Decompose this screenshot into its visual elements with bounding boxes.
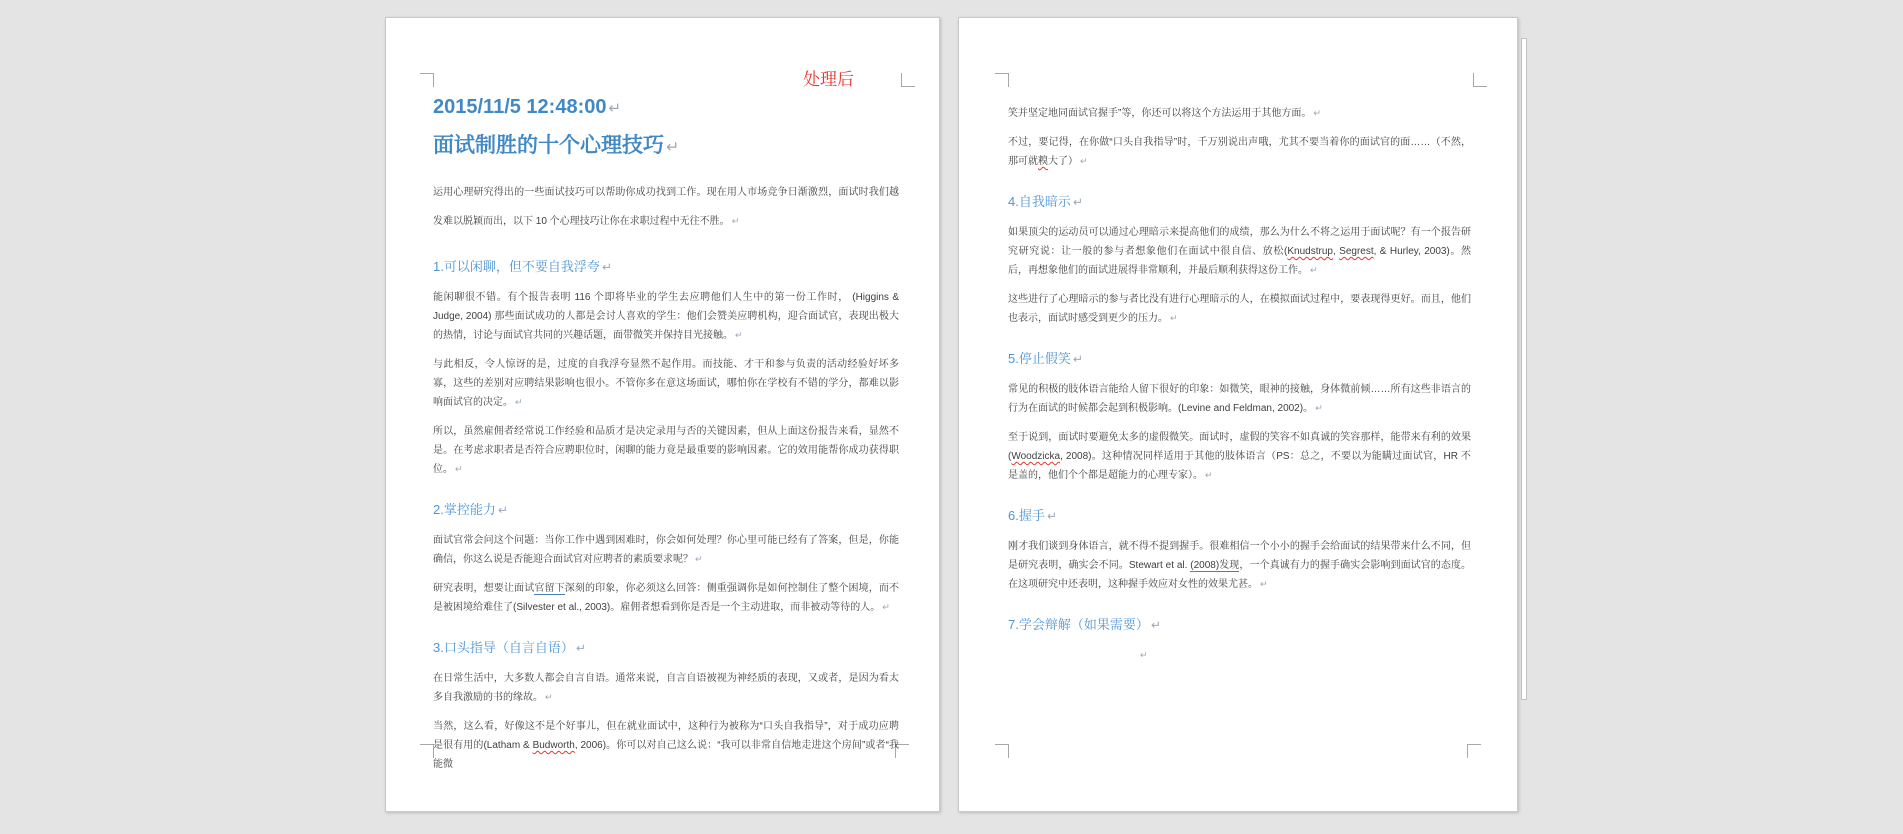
paragraph-mark: ↵ — [1315, 403, 1323, 413]
text-run: 5.停止假笑 — [1008, 351, 1071, 366]
text-run: ，一个真诚有力的握手确实会影响到面试官的态度。在这项研究中还表明，这种握手效应对女性的效果尤甚。 — [1008, 560, 1472, 590]
text-run: 研究表明，想要让面试 — [433, 583, 535, 594]
text-run: 能闲聊很不错。有个报告表明 116 个即将毕业的学生去应聘他们人生中的第一份工作时， (Higgins & Judge, 2004) 那些面试成功的人都是会讨人喜欢的学生：他们会赞美应聘机构，迎合面试官，表现出极大的热情，讨论与面试官共同的兴趣话题，面带微笑并保持目光接触。 — [433, 292, 899, 341]
section-heading — [433, 639, 899, 657]
text-run: 所以，虽然雇佣者经常说工作经验和品质才是决定录用与否的关键因素，但从上面这份报告来看，显然不是。在考虑求职者是否符合应聘职位时，闲聊的能力竟是最重要的影响因素。它的效用能帮你成功获得职位。 — [433, 426, 899, 475]
text-run: 当然，这么看，好像这不是个好事儿，但在就业面试中，这种行为被称为“口头自我指导”，对于成功应聘是很有用的(Latham & — [433, 721, 899, 751]
section-heading — [433, 501, 899, 519]
section-heading — [1008, 193, 1471, 211]
text-run: 至于说到，面试时要避免太多的虚假微笑。面试时，虚假的笑容不如真诚的笑容那样，能带来有利的效果( — [1008, 432, 1471, 462]
text-run: 这些进行了心理暗示的参与者比没有进行心理暗示的人，在模拟面试过程中，要表现得更好。而且，他们也表示，面试时感受到更少的压力。 — [1008, 294, 1471, 324]
text-run: , 2008)。这种情况同样适用于其他的肢体语言（PS：总之，不要以为能瞒过面试官，HR 不是盖的，他们个个都是超能力的心理专家）。 — [1008, 451, 1471, 481]
underlined-run: Segrest — [1339, 246, 1374, 257]
paragraph-mark: ↵ — [601, 260, 612, 274]
intro-paragraph — [433, 178, 899, 236]
text-run: 6.握手 — [1008, 508, 1045, 523]
paragraph-mark: ↵ — [1140, 650, 1148, 660]
body-paragraph — [1008, 133, 1471, 171]
text-run: 运用心理研究得出的一些面试技巧可以帮助你成功找到工作。现在用人市场竞争日渐激烈，面试时我们越发难以脱颖而出，以下 10 个心理技巧让你在求职过程中无往不胜。 — [433, 187, 899, 227]
empty-paragraph — [1008, 646, 1471, 665]
text-run: 7.学会辩解（如果需要） — [1008, 617, 1149, 632]
text-run: 笑并坚定地同面试官握手”等，你还可以将这个方法运用于其他方面。 — [1008, 108, 1312, 119]
document-page-1 — [385, 17, 940, 812]
text-run: 3.口头指导（自言自语） — [433, 640, 574, 655]
text-run: 刚才我们谈到身体语言，就不得不提到握手。很难相信一个小小的握手会给面试的结果带来什么不同，但是研究表明，确实会不同。Stewart et al. — [1008, 541, 1471, 571]
paragraph-mark: ↵ — [1260, 579, 1268, 589]
text-run: , 2006)。你可以对自己这么说：“我可以非常自信地走进这个房间”或者“我能微 — [433, 740, 899, 770]
text-run: 1.可以闲聊，但不要自我浮夸 — [433, 259, 600, 274]
paragraph-mark: ↵ — [497, 503, 508, 517]
body-paragraph — [433, 422, 899, 479]
text-run: 4.自我暗示 — [1008, 194, 1071, 209]
text-run: 面试官常会问这个问题：当你工作中遇到困难时，你会如何处理？你心里可能已经有了答案，但是，你能确信，你这么说是否能迎合面试官对应聘者的素质要求呢？ — [433, 535, 899, 565]
body-paragraph — [433, 355, 899, 412]
body-paragraph — [1008, 104, 1471, 123]
paragraph-mark: ↵ — [731, 216, 740, 226]
paragraph-mark: ↵ — [1170, 313, 1178, 323]
paragraph-mark: ↵ — [575, 641, 586, 655]
text-run: 与此相反，令人惊讶的是，过度的自我浮夸显然不起作用。而技能、才干和参与负责的活动经验好坏多寡，这些的差别对应聘结果影响也很小。不管你多在意这场面试，哪怕你在学校有不错的学分，都难以影响面试官的决定。 — [433, 359, 899, 408]
text-run: 2015/11/5 12:48:00 — [433, 96, 607, 118]
document-page-2 — [958, 17, 1518, 812]
text-run: 常见的积极的肢体语言能给人留下很好的印象：如微笑，眼神的接触，身体微前倾……所有这些非语言的行为在面试的时候都会起到积极影响。(Levine and Feldman, 2002)。 — [1008, 384, 1471, 414]
section-heading — [1008, 616, 1471, 634]
paragraph-mark: ↵ — [695, 554, 703, 564]
text-run: 深刻的印象，你必须这么回答：侧重强调你是如何控制住了整个困境，而不是被困境给难住了(Silvester et al., 2003)。雇佣者想看到你是否是一个主动进取，而非被动等待的人。 — [433, 583, 900, 613]
paragraph-mark: ↵ — [735, 330, 743, 340]
date-heading — [433, 94, 899, 122]
text-run: 如果顶尖的运动员可以通过心理暗示来提高他们的成绩，那么为什么不将之运用于面试呢？有一个报告研究研究说：让一般的参与者想象他们在面试中很自信、放松( — [1008, 227, 1471, 257]
paragraph-mark: ↵ — [1205, 470, 1213, 480]
underlined-run: Woodzicka — [1011, 451, 1061, 462]
body-paragraph — [1008, 223, 1471, 280]
underlined-run: Knudstrup — [1287, 246, 1333, 257]
text-run: , & Hurley, 2003)。然后，再想象他们的面试进展得非常顺利，并最后顺利获得这份工作。 — [1008, 246, 1472, 276]
paragraph-mark: ↵ — [515, 397, 523, 407]
paragraph-mark: ↵ — [545, 692, 553, 702]
text-run: , — [1332, 246, 1340, 257]
section-heading — [433, 258, 899, 276]
paragraph-mark: ↵ — [1080, 156, 1088, 166]
body-paragraph — [1008, 537, 1471, 594]
paragraph-mark: ↵ — [608, 100, 622, 117]
text-run: 在日常生活中，大多数人都会自言自语。通常来说，自言自语被视为神经质的表现，又或者，是因为看太多自我激励的书的缘故。 — [433, 673, 899, 703]
body-paragraph — [433, 579, 899, 617]
body-paragraph — [1008, 428, 1471, 485]
next-page-edge — [1521, 38, 1527, 700]
text-run: 2.掌控能力 — [433, 502, 496, 517]
underlined-run: Budworth — [532, 740, 575, 751]
paragraph-mark: ↵ — [882, 602, 890, 612]
body-paragraph — [433, 288, 899, 345]
underlined-run: 糗 — [1038, 156, 1048, 167]
underlined-run: 官留下 — [534, 583, 565, 594]
paragraph-mark: ↵ — [1046, 509, 1057, 523]
document-title — [433, 132, 899, 162]
underlined-run: (2008)发现 — [1190, 560, 1240, 571]
page-1-text-area[interactable] — [386, 18, 939, 811]
section-heading — [1008, 507, 1471, 525]
body-paragraph — [433, 717, 899, 774]
body-paragraph — [433, 669, 899, 707]
text-run: 面试制胜的十个心理技巧 — [433, 134, 664, 157]
text-run: 大了） — [1048, 156, 1078, 167]
section-heading — [1008, 350, 1471, 368]
page-2-text-area[interactable] — [959, 18, 1517, 811]
paragraph-mark: ↵ — [1072, 195, 1083, 209]
paragraph-mark: ↵ — [1150, 618, 1161, 632]
paragraph-mark: ↵ — [1313, 108, 1322, 118]
body-paragraph — [1008, 380, 1471, 418]
paragraph-mark: ↵ — [666, 139, 680, 156]
body-paragraph — [433, 531, 899, 569]
paragraph-mark: ↵ — [1072, 352, 1083, 366]
processed-annotation-label: 处理后 — [803, 70, 854, 89]
body-paragraph — [1008, 290, 1471, 328]
paragraph-mark: ↵ — [455, 464, 463, 474]
paragraph-mark: ↵ — [1310, 265, 1318, 275]
text-run: 不过，要记得，在你做“口头自我指导”时，千万别说出声哦，尤其不要当着你的面试官的面……（不然，那可就 — [1008, 137, 1471, 167]
